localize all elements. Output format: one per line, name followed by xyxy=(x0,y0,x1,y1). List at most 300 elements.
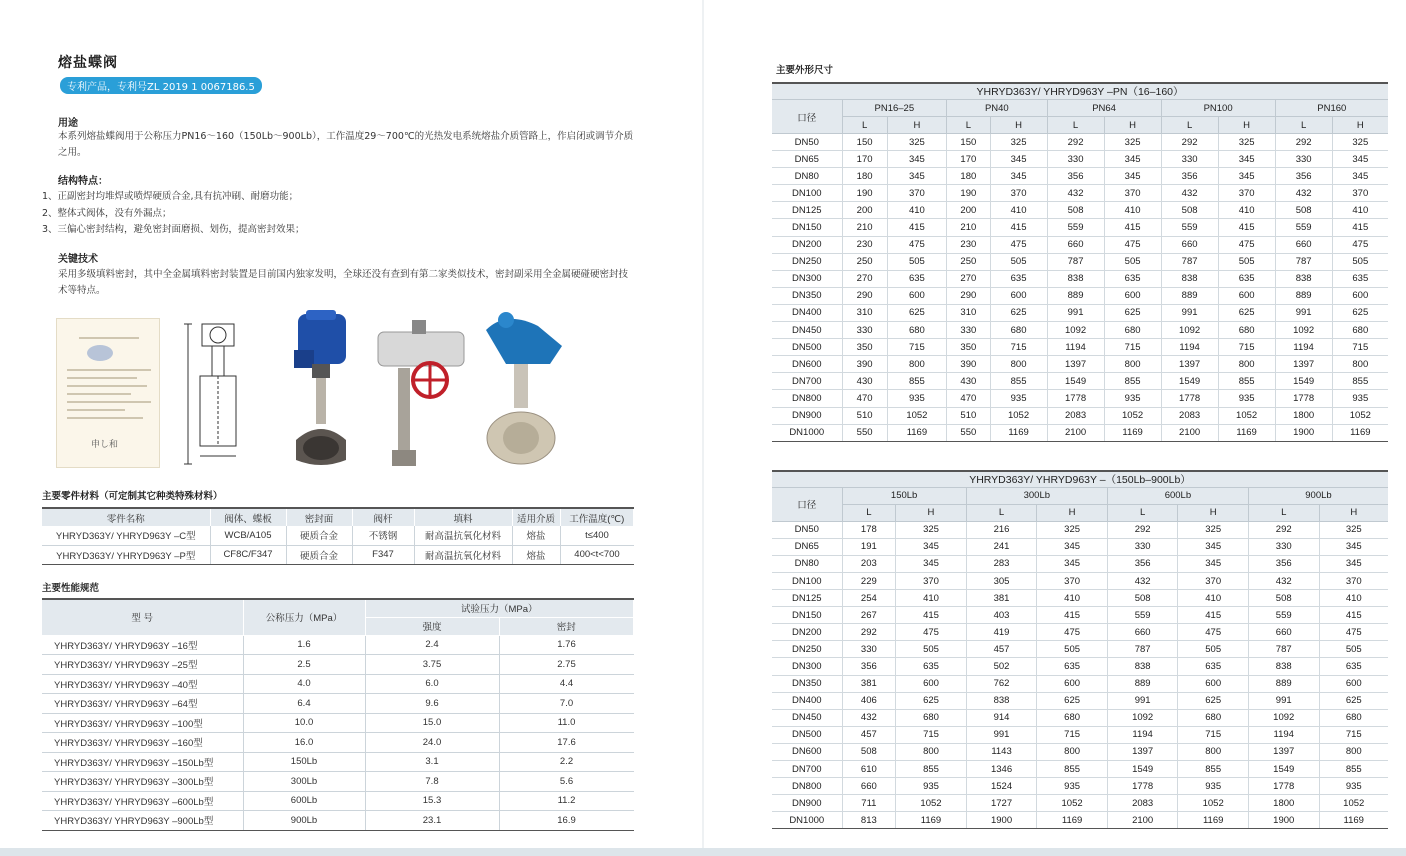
table-cell: DN700 xyxy=(772,761,842,778)
table-cell: 410 xyxy=(1332,202,1388,219)
table-cell: 1800 xyxy=(1248,795,1319,812)
table-row xyxy=(772,795,1388,812)
features-list xyxy=(42,189,634,239)
table-cell: 356 xyxy=(1161,168,1218,185)
table-cell: 1169 xyxy=(1104,424,1161,441)
table-cell: 290 xyxy=(842,287,887,304)
table-cell: 715 xyxy=(1319,726,1388,743)
table-cell: 470 xyxy=(947,390,990,407)
table-cell: 410 xyxy=(887,202,946,219)
table-cell: 475 xyxy=(1319,624,1388,641)
table-cell: 370 xyxy=(887,185,946,202)
table-cell: 耐高温抗氧化材料 xyxy=(414,526,512,545)
table-cell: 510 xyxy=(947,407,990,424)
table-cell: 508 xyxy=(1275,202,1332,219)
table-cell: 241 xyxy=(966,538,1037,555)
table-row xyxy=(42,655,634,675)
table-cell: 660 xyxy=(1275,236,1332,253)
table-cell: 345 xyxy=(887,151,946,168)
table-cell: 505 xyxy=(1319,641,1388,658)
table-cell: 505 xyxy=(896,641,967,658)
table-header: L xyxy=(1047,117,1104,134)
table-cell: DN600 xyxy=(772,356,842,373)
table-cell: 325 xyxy=(896,521,967,538)
table-cell: 1778 xyxy=(1161,390,1218,407)
table-cell: 415 xyxy=(1037,607,1108,624)
table-row xyxy=(42,635,634,655)
table-cell: 635 xyxy=(1037,658,1108,675)
table-cell: DN800 xyxy=(772,778,842,795)
table-cell: 403 xyxy=(966,607,1037,624)
table-cell: 715 xyxy=(1037,726,1108,743)
table-cell: 3.75 xyxy=(365,655,499,675)
table-cell: 1549 xyxy=(1107,761,1178,778)
table-cell: 550 xyxy=(842,424,887,441)
table-cell: 475 xyxy=(990,236,1047,253)
table-cell: YHRYD363Y/ YHRYD963Y –40型 xyxy=(42,674,243,694)
table-cell: DN125 xyxy=(772,590,842,607)
table-cell: 635 xyxy=(896,658,967,675)
table-cell: 935 xyxy=(990,390,1047,407)
table-row xyxy=(772,253,1388,270)
table-cell: 370 xyxy=(990,185,1047,202)
table-cell: 680 xyxy=(1178,709,1249,726)
table-cell: 625 xyxy=(1319,692,1388,709)
usage-text: 本系列熔盐蝶阀用于公称压力PN16～160（150Lb～900Lb），工作温度29～700℃的光热发电系统熔盐介质管路上，作启闭或调节介质之用。 xyxy=(58,131,634,158)
table-cell: 432 xyxy=(842,709,896,726)
table-cell: DN250 xyxy=(772,641,842,658)
table-cell: 625 xyxy=(1218,304,1275,321)
table-cell: 991 xyxy=(1248,692,1319,709)
table-cell: 350 xyxy=(947,339,990,356)
table-cell: 1194 xyxy=(1275,339,1332,356)
table-cell: 635 xyxy=(1104,270,1161,287)
table-row xyxy=(772,339,1388,356)
table-cell: 502 xyxy=(966,658,1037,675)
features-heading: 结构特点： xyxy=(58,176,108,187)
table-cell: 210 xyxy=(842,219,887,236)
table-cell: DN300 xyxy=(772,658,842,675)
product-photos xyxy=(56,310,576,470)
table-cell: 457 xyxy=(842,726,896,743)
table-cell: 1092 xyxy=(1047,322,1104,339)
table-cell: 370 xyxy=(1319,572,1388,589)
table-cell: 600 xyxy=(896,675,967,692)
table-cell: 800 xyxy=(1218,356,1275,373)
table-cell: 935 xyxy=(896,778,967,795)
dimensions-heading: 主要外形尺寸 xyxy=(776,65,834,76)
table-cell: 2100 xyxy=(1047,424,1104,441)
table-cell: 270 xyxy=(947,270,990,287)
table-header: L xyxy=(1161,117,1218,134)
table-cell: DN50 xyxy=(772,134,842,151)
table-cell: 330 xyxy=(1248,538,1319,555)
table-cell: YHRYD363Y/ YHRYD963Y –160型 xyxy=(42,733,243,753)
table-cell: 203 xyxy=(842,555,896,572)
table-cell: 838 xyxy=(966,692,1037,709)
table-cell: DN600 xyxy=(772,743,842,760)
table-cell: 356 xyxy=(1248,555,1319,572)
table-cell: 410 xyxy=(896,590,967,607)
table-cell: DN50 xyxy=(772,521,842,538)
table-cell: 6.4 xyxy=(243,694,365,714)
table-row xyxy=(772,572,1388,589)
list-item: 3、三偏心密封结构，避免密封面磨损、划伤，提高密封效果； xyxy=(42,224,305,235)
table-cell: 2.2 xyxy=(499,752,634,772)
table-cell: 505 xyxy=(1332,253,1388,270)
table-cell: 600 xyxy=(1332,287,1388,304)
table-cell: 410 xyxy=(1319,590,1388,607)
table-cell: 508 xyxy=(1047,202,1104,219)
table-header: 公称压力（MPa） xyxy=(243,599,365,635)
electric-actuator-valve-image xyxy=(276,310,366,470)
table-row xyxy=(772,743,1388,760)
table-header: H xyxy=(896,504,967,521)
table-cell: 625 xyxy=(1332,304,1388,321)
table-cell: 838 xyxy=(1275,270,1332,287)
table-cell: 10.0 xyxy=(243,713,365,733)
table-caption: YHRYD363Y/ YHRYD963Y –PN（16–160） xyxy=(772,83,1388,100)
table-row xyxy=(772,692,1388,709)
table-cell: 15.0 xyxy=(365,713,499,733)
table-cell: 305 xyxy=(966,572,1037,589)
table-cell: 508 xyxy=(1248,590,1319,607)
table-cell: 1524 xyxy=(966,778,1037,795)
table-cell: 300Lb xyxy=(243,772,365,792)
table-cell: 715 xyxy=(1104,339,1161,356)
table-cell: YHRYD363Y/ YHRYD963Y –150Lb型 xyxy=(42,752,243,772)
table-cell: 230 xyxy=(947,236,990,253)
table-cell: 170 xyxy=(842,151,887,168)
table-header: PN16–25 xyxy=(842,100,947,117)
table-cell: 325 xyxy=(1332,134,1388,151)
table-cell: 1052 xyxy=(887,407,946,424)
table-cell: 345 xyxy=(1218,168,1275,185)
bottom-strip xyxy=(0,848,1406,856)
table-cell: 508 xyxy=(1161,202,1218,219)
table-cell: 7.0 xyxy=(499,694,634,714)
page-title: 熔盐蝶阀 xyxy=(58,55,118,71)
table-cell: 190 xyxy=(842,185,887,202)
table-cell: 370 xyxy=(896,572,967,589)
table-cell: 625 xyxy=(1104,304,1161,321)
table-cell: YHRYD363Y/ YHRYD963Y –900Lb型 xyxy=(42,811,243,831)
table-cell: DN125 xyxy=(772,202,842,219)
table-cell: 310 xyxy=(842,304,887,321)
table-header: 阀体、蝶板 xyxy=(210,508,286,526)
table-row xyxy=(772,356,1388,373)
table-cell: 1549 xyxy=(1047,373,1104,390)
table-cell: DN100 xyxy=(772,185,842,202)
table-cell: 4.0 xyxy=(243,674,365,694)
table-cell: YHRYD363Y/ YHRYD963Y –100型 xyxy=(42,713,243,733)
table-cell: 345 xyxy=(1319,555,1388,572)
table-cell: DN700 xyxy=(772,373,842,390)
table-cell: WCB/A105 xyxy=(210,526,286,545)
table-row xyxy=(772,675,1388,692)
table-cell: 150 xyxy=(842,134,887,151)
table-row xyxy=(772,373,1388,390)
table-row xyxy=(772,658,1388,675)
table-cell: 635 xyxy=(1178,658,1249,675)
table-header: H xyxy=(1037,504,1108,521)
table-cell: 406 xyxy=(842,692,896,709)
table-cell: DN1000 xyxy=(772,424,842,441)
table-cell: 625 xyxy=(896,692,967,709)
table-cell: 635 xyxy=(1332,270,1388,287)
table-cell: 1549 xyxy=(1248,761,1319,778)
table-header: H xyxy=(990,117,1047,134)
table-row xyxy=(42,694,634,714)
table-cell: 1.76 xyxy=(499,635,634,655)
table-cell: 1194 xyxy=(1248,726,1319,743)
table-cell: 475 xyxy=(1218,236,1275,253)
table-cell: 635 xyxy=(1319,658,1388,675)
table-header: L xyxy=(1248,504,1319,521)
table-cell: 1397 xyxy=(1107,743,1178,760)
table-cell: 838 xyxy=(1248,658,1319,675)
table-cell: 1800 xyxy=(1275,407,1332,424)
table-cell: DN400 xyxy=(772,692,842,709)
table-cell: 3.1 xyxy=(365,752,499,772)
table-header: 密封 xyxy=(499,617,634,635)
table-cell: 410 xyxy=(1178,590,1249,607)
table-cell: 600 xyxy=(1178,675,1249,692)
table-cell: 715 xyxy=(990,339,1047,356)
table-header: L xyxy=(842,504,896,521)
usage-heading: 用途 xyxy=(58,118,78,129)
patent-certificate-image xyxy=(56,318,160,468)
table-row xyxy=(772,624,1388,641)
table-cell: 680 xyxy=(990,322,1047,339)
table-cell: 345 xyxy=(1104,168,1161,185)
list-item: 1、正副密封均堆焊或喷焊硬质合金,具有抗冲刷、耐磨功能； xyxy=(42,191,299,202)
table-cell: 600 xyxy=(1319,675,1388,692)
table-cell: 2100 xyxy=(1161,424,1218,441)
table-cell: 635 xyxy=(887,270,946,287)
table-cell: 991 xyxy=(1107,692,1178,709)
table-header: H xyxy=(1332,117,1388,134)
table-cell: 292 xyxy=(1275,134,1332,151)
table-cell: 345 xyxy=(896,538,967,555)
table-cell: 2100 xyxy=(1107,812,1178,829)
table-cell: YHRYD363Y/ YHRYD963Y –C型 xyxy=(42,526,210,545)
table-row xyxy=(772,287,1388,304)
table-cell: YHRYD363Y/ YHRYD963Y –300Lb型 xyxy=(42,772,243,792)
table-cell: 370 xyxy=(1178,572,1249,589)
table-cell: 935 xyxy=(1037,778,1108,795)
table-header: 型 号 xyxy=(42,599,243,635)
table-cell: 559 xyxy=(1161,219,1218,236)
table-cell: 1549 xyxy=(1275,373,1332,390)
table-cell: DN250 xyxy=(772,253,842,270)
table-cell: 475 xyxy=(1104,236,1161,253)
table-cell: 410 xyxy=(990,202,1047,219)
table-cell: 200 xyxy=(842,202,887,219)
table-cell: 415 xyxy=(887,219,946,236)
table-cell: 1194 xyxy=(1047,339,1104,356)
table-cell: 1397 xyxy=(1161,356,1218,373)
table-cell: 1092 xyxy=(1161,322,1218,339)
table-cell: DN150 xyxy=(772,219,842,236)
table-cell: 800 xyxy=(887,356,946,373)
table-header: 900Lb xyxy=(1248,487,1388,504)
table-cell: 505 xyxy=(990,253,1047,270)
table-cell: DN900 xyxy=(772,407,842,424)
table-cell: 170 xyxy=(947,151,990,168)
table-cell: 4.4 xyxy=(499,674,634,694)
table-cell: 1194 xyxy=(1161,339,1218,356)
table-cell: CF8C/F347 xyxy=(210,545,286,564)
table-cell: 345 xyxy=(887,168,946,185)
table-cell: 345 xyxy=(1332,151,1388,168)
table-cell: 935 xyxy=(1218,390,1275,407)
table-cell: 787 xyxy=(1275,253,1332,270)
table-cell: 345 xyxy=(1037,555,1108,572)
table-cell: 855 xyxy=(1218,373,1275,390)
table-cell: 838 xyxy=(1161,270,1218,287)
table-header: 口径 xyxy=(772,487,842,521)
table-cell: 390 xyxy=(947,356,990,373)
table-cell: 23.1 xyxy=(365,811,499,831)
table-cell: 415 xyxy=(1104,219,1161,236)
table-cell: 415 xyxy=(896,607,967,624)
table-cell: 356 xyxy=(1107,555,1178,572)
table-row xyxy=(772,304,1388,321)
table-row xyxy=(772,761,1388,778)
table-cell: 415 xyxy=(1178,607,1249,624)
table-cell: 200 xyxy=(947,202,990,219)
table-cell: DN150 xyxy=(772,607,842,624)
table-cell: 935 xyxy=(1332,390,1388,407)
table-cell: 635 xyxy=(990,270,1047,287)
table-cell: 430 xyxy=(842,373,887,390)
table-cell: 855 xyxy=(1319,761,1388,778)
table-cell: 290 xyxy=(947,287,990,304)
table-cell: 330 xyxy=(947,322,990,339)
table-cell: 硬质合金 xyxy=(286,545,352,564)
table-cell: 1778 xyxy=(1047,390,1104,407)
table-cell: 345 xyxy=(990,168,1047,185)
table-cell: 800 xyxy=(1319,743,1388,760)
table-cell: 2.4 xyxy=(365,635,499,655)
table-cell: 600 xyxy=(1037,675,1108,692)
table-cell: DN350 xyxy=(772,287,842,304)
table-cell: 432 xyxy=(1248,572,1319,589)
table-cell: 415 xyxy=(1218,219,1275,236)
table-cell: 硬质合金 xyxy=(286,526,352,545)
table-cell: DN200 xyxy=(772,624,842,641)
table-cell: 410 xyxy=(1037,590,1108,607)
table-cell: 430 xyxy=(947,373,990,390)
table-cell: 2.75 xyxy=(499,655,634,675)
table-cell: 559 xyxy=(1248,607,1319,624)
table-header: PN100 xyxy=(1161,100,1275,117)
table-cell: 800 xyxy=(1178,743,1249,760)
table-cell: 715 xyxy=(887,339,946,356)
table-cell: 914 xyxy=(966,709,1037,726)
table-cell: 325 xyxy=(1037,521,1108,538)
table-header: L xyxy=(842,117,887,134)
table-cell: 180 xyxy=(947,168,990,185)
table-row xyxy=(772,185,1388,202)
table-header: PN160 xyxy=(1275,100,1388,117)
table-cell: 254 xyxy=(842,590,896,607)
table-cell: 900Lb xyxy=(243,811,365,831)
table-cell: 991 xyxy=(1161,304,1218,321)
table-cell: YHRYD363Y/ YHRYD963Y –16型 xyxy=(42,635,243,655)
table-row xyxy=(42,526,634,545)
table-row xyxy=(772,390,1388,407)
table-cell: 855 xyxy=(1332,373,1388,390)
table-cell: 350 xyxy=(842,339,887,356)
table-cell: DN80 xyxy=(772,168,842,185)
table-header: 填料 xyxy=(414,508,512,526)
table-row xyxy=(42,772,634,792)
table-row xyxy=(42,733,634,753)
table-header: 150Lb xyxy=(842,487,966,504)
table-cell: 660 xyxy=(1107,624,1178,641)
table-cell: 330 xyxy=(1047,151,1104,168)
table-cell: 325 xyxy=(1218,134,1275,151)
table-cell: 229 xyxy=(842,572,896,589)
table-cell: 325 xyxy=(1178,521,1249,538)
table-cell: 600 xyxy=(887,287,946,304)
table-cell: 559 xyxy=(1275,219,1332,236)
table-cell: 600 xyxy=(1218,287,1275,304)
table-cell: 1194 xyxy=(1107,726,1178,743)
table-row xyxy=(772,219,1388,236)
table-cell: 559 xyxy=(1047,219,1104,236)
table-cell: 889 xyxy=(1161,287,1218,304)
table-cell: DN80 xyxy=(772,555,842,572)
table-cell: 1052 xyxy=(1319,795,1388,812)
table-cell: 11.0 xyxy=(499,713,634,733)
table-cell: 510 xyxy=(842,407,887,424)
table-cell: 216 xyxy=(966,521,1037,538)
table-header: 适用介质 xyxy=(512,508,560,526)
table-cell: 270 xyxy=(842,270,887,287)
table-cell: 787 xyxy=(1047,253,1104,270)
table-cell: 熔盐 xyxy=(512,545,560,564)
table-cell: 680 xyxy=(896,709,967,726)
table-cell: 680 xyxy=(1037,709,1108,726)
lb-dimensions-table xyxy=(772,470,1388,830)
table-cell: 800 xyxy=(1332,356,1388,373)
table-cell: 15.3 xyxy=(365,791,499,811)
table-row xyxy=(772,322,1388,339)
table-cell: 24.0 xyxy=(365,733,499,753)
list-item: 2、整体式阀体，没有外漏点； xyxy=(42,207,172,219)
table-cell: 1169 xyxy=(896,812,967,829)
table-header: 零件名称 xyxy=(42,508,210,526)
table-cell: 325 xyxy=(887,134,946,151)
table-cell: 191 xyxy=(842,538,896,555)
table-cell: YHRYD363Y/ YHRYD963Y –P型 xyxy=(42,545,210,564)
table-cell: F347 xyxy=(352,545,414,564)
table-cell: 1549 xyxy=(1161,373,1218,390)
table-cell: 1778 xyxy=(1275,390,1332,407)
table-cell: YHRYD363Y/ YHRYD963Y –600Lb型 xyxy=(42,791,243,811)
table-header: PN64 xyxy=(1047,100,1161,117)
table-cell: 432 xyxy=(1161,185,1218,202)
table-cell: 635 xyxy=(1218,270,1275,287)
table-cell: 292 xyxy=(1248,521,1319,538)
table-cell: 1052 xyxy=(1332,407,1388,424)
table-cell: 381 xyxy=(966,590,1037,607)
table-cell: 410 xyxy=(1104,202,1161,219)
table-cell: 1727 xyxy=(966,795,1037,812)
